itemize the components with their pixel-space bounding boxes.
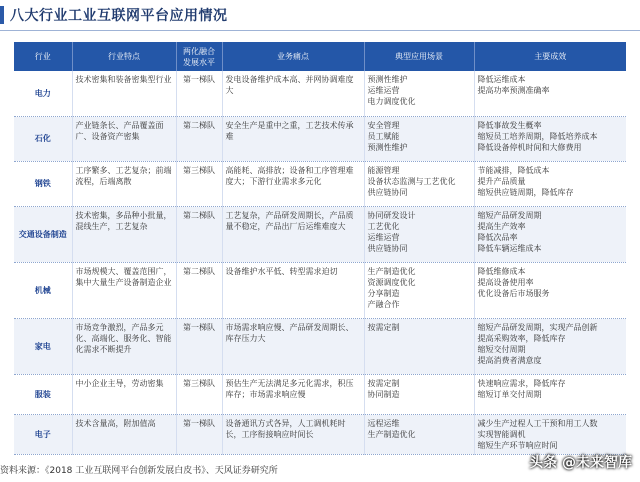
industry-table [14, 42, 626, 455]
industry-features: 技术密集和装备密集型行业 [72, 71, 176, 116]
title-bar [0, 0, 640, 32]
results: 缩短产品研发周期，实现产品创新 提高采购效率，降低库存 缩短交付周期 提高消费者满意度 [474, 318, 626, 374]
industry-features: 技术含量高，附加值高 [72, 414, 176, 454]
industry-features: 中小企业主导，劳动密集 [72, 374, 176, 414]
table-row [14, 116, 626, 161]
scenarios: 安全管理 员工赋能 预测性维护 [364, 116, 474, 161]
pain-points: 高能耗、高排放；设备和工序管理难度大；下游行业需求多元化 [222, 161, 364, 206]
results: 减少生产过程人工干预和用工人数 实现智能调机 缩短生产环节响应时间 [474, 414, 626, 454]
pain-points: 设备维护水平低、转型需求迫切 [222, 262, 364, 318]
table-row [14, 318, 626, 374]
industry-name: 机械 [14, 262, 72, 318]
scenarios: 生产制造优化 资源调度优化 分享制造 产融合作 [364, 262, 474, 318]
scenarios: 按需定制 协同制造 [364, 374, 474, 414]
integration-level: 第一梯队 [176, 414, 222, 454]
industry-features: 市场竞争激烈，产品多元化、高端化、服务化、智能化需求不断提升 [72, 318, 176, 374]
industry-features: 市场规模大、覆盖范围广，集中大量生产设备制造企业 [72, 262, 176, 318]
scenarios: 按需定制 [364, 318, 474, 374]
industry-name: 家电 [14, 318, 72, 374]
table-row [14, 71, 626, 116]
table-row [14, 161, 626, 206]
integration-level: 第三梯队 [176, 161, 222, 206]
industry-features: 工序繁多、工艺复杂；前端流程，后端离散 [72, 161, 176, 206]
title-accent-bar [0, 6, 4, 24]
header-scenarios: 典型应用场景 [364, 42, 474, 71]
industry-name: 石化 [14, 116, 72, 161]
scenarios: 远程运维 生产制造优化 [364, 414, 474, 454]
results: 缩短产品研发周期 提高生产效率 降低次品率 降低车辆运维成本 [474, 206, 626, 262]
scenarios: 能源管理 设备状态监测与工艺优化 供应链协同 [364, 161, 474, 206]
results: 快速响应需求，降低库存 缩短订单交付周期 [474, 374, 626, 414]
industry-name: 钢铁 [14, 161, 72, 206]
industry-name: 电力 [14, 71, 72, 116]
integration-level: 第二梯队 [176, 116, 222, 161]
header-results: 主要成效 [474, 42, 626, 71]
integration-level: 第三梯队 [176, 374, 222, 414]
pain-points: 发电设备维护成本高、并网协调难度大 [222, 71, 364, 116]
table-row [14, 262, 626, 318]
integration-level: 第二梯队 [176, 262, 222, 318]
page-title: 八大行业工业互联网平台应用情况 [10, 8, 228, 24]
header-industry: 行业 [14, 42, 72, 71]
industry-name: 服装 [14, 374, 72, 414]
pain-points: 安全生产是重中之重，工艺技术传承难 [222, 116, 364, 161]
table-row [14, 414, 626, 454]
pain-points: 预估生产无法满足多元化需求，积压库存；市场需求响应慢 [222, 374, 364, 414]
results: 降低运维成本 提高功率预测准确率 [474, 71, 626, 116]
pain-points: 设备通讯方式各异，人工调机耗时长，工序衔接响应时间长 [222, 414, 364, 454]
integration-level: 第一梯队 [176, 318, 222, 374]
pain-points: 市场需求响应慢、产品研发周期长、库存压力大 [222, 318, 364, 374]
table-header-row [14, 42, 626, 71]
scenarios: 协同研发设计 工艺优化 运维运营 供应链协同 [364, 206, 474, 262]
pain-points: 工艺复杂，产品研发周期长，产品质量不稳定，产品出厂后运维难度大 [222, 206, 364, 262]
industry-features: 产业链条长、产品覆盖面广、设备资产密集 [72, 116, 176, 161]
integration-level: 第二梯队 [176, 206, 222, 262]
watermark: 头条 @未来智库 [529, 455, 632, 471]
integration-level: 第一梯队 [176, 71, 222, 116]
header-pain-points: 业务痛点 [222, 42, 364, 71]
results: 降低维修成本 提高设备使用率 优化设备后市场服务 [474, 262, 626, 318]
industry-name: 交通设备制造 [14, 206, 72, 262]
scenarios: 预测性维护 运维运营 电力调度优化 [364, 71, 474, 116]
table-row [14, 206, 626, 262]
industry-name: 电子 [14, 414, 72, 454]
header-features: 行业特点 [72, 42, 176, 71]
results: 降低事故发生概率 缩短员工培养周期，降低培养成本 降低设备停机时间和大修费用 [474, 116, 626, 161]
results: 节能减排，降低成本 提升产品质量 缩短供应链周期，降低库存 [474, 161, 626, 206]
industry-features: 技术密集，多品种小批量，混线生产，工艺复杂 [72, 206, 176, 262]
title-divider [0, 30, 640, 31]
source-note: 资料来源：《2018 工业互联网平台创新发展白皮书》、天风证券研究所 [0, 466, 278, 476]
table-row [14, 374, 626, 414]
header-level: 两化融合 发展水平 [176, 42, 222, 71]
